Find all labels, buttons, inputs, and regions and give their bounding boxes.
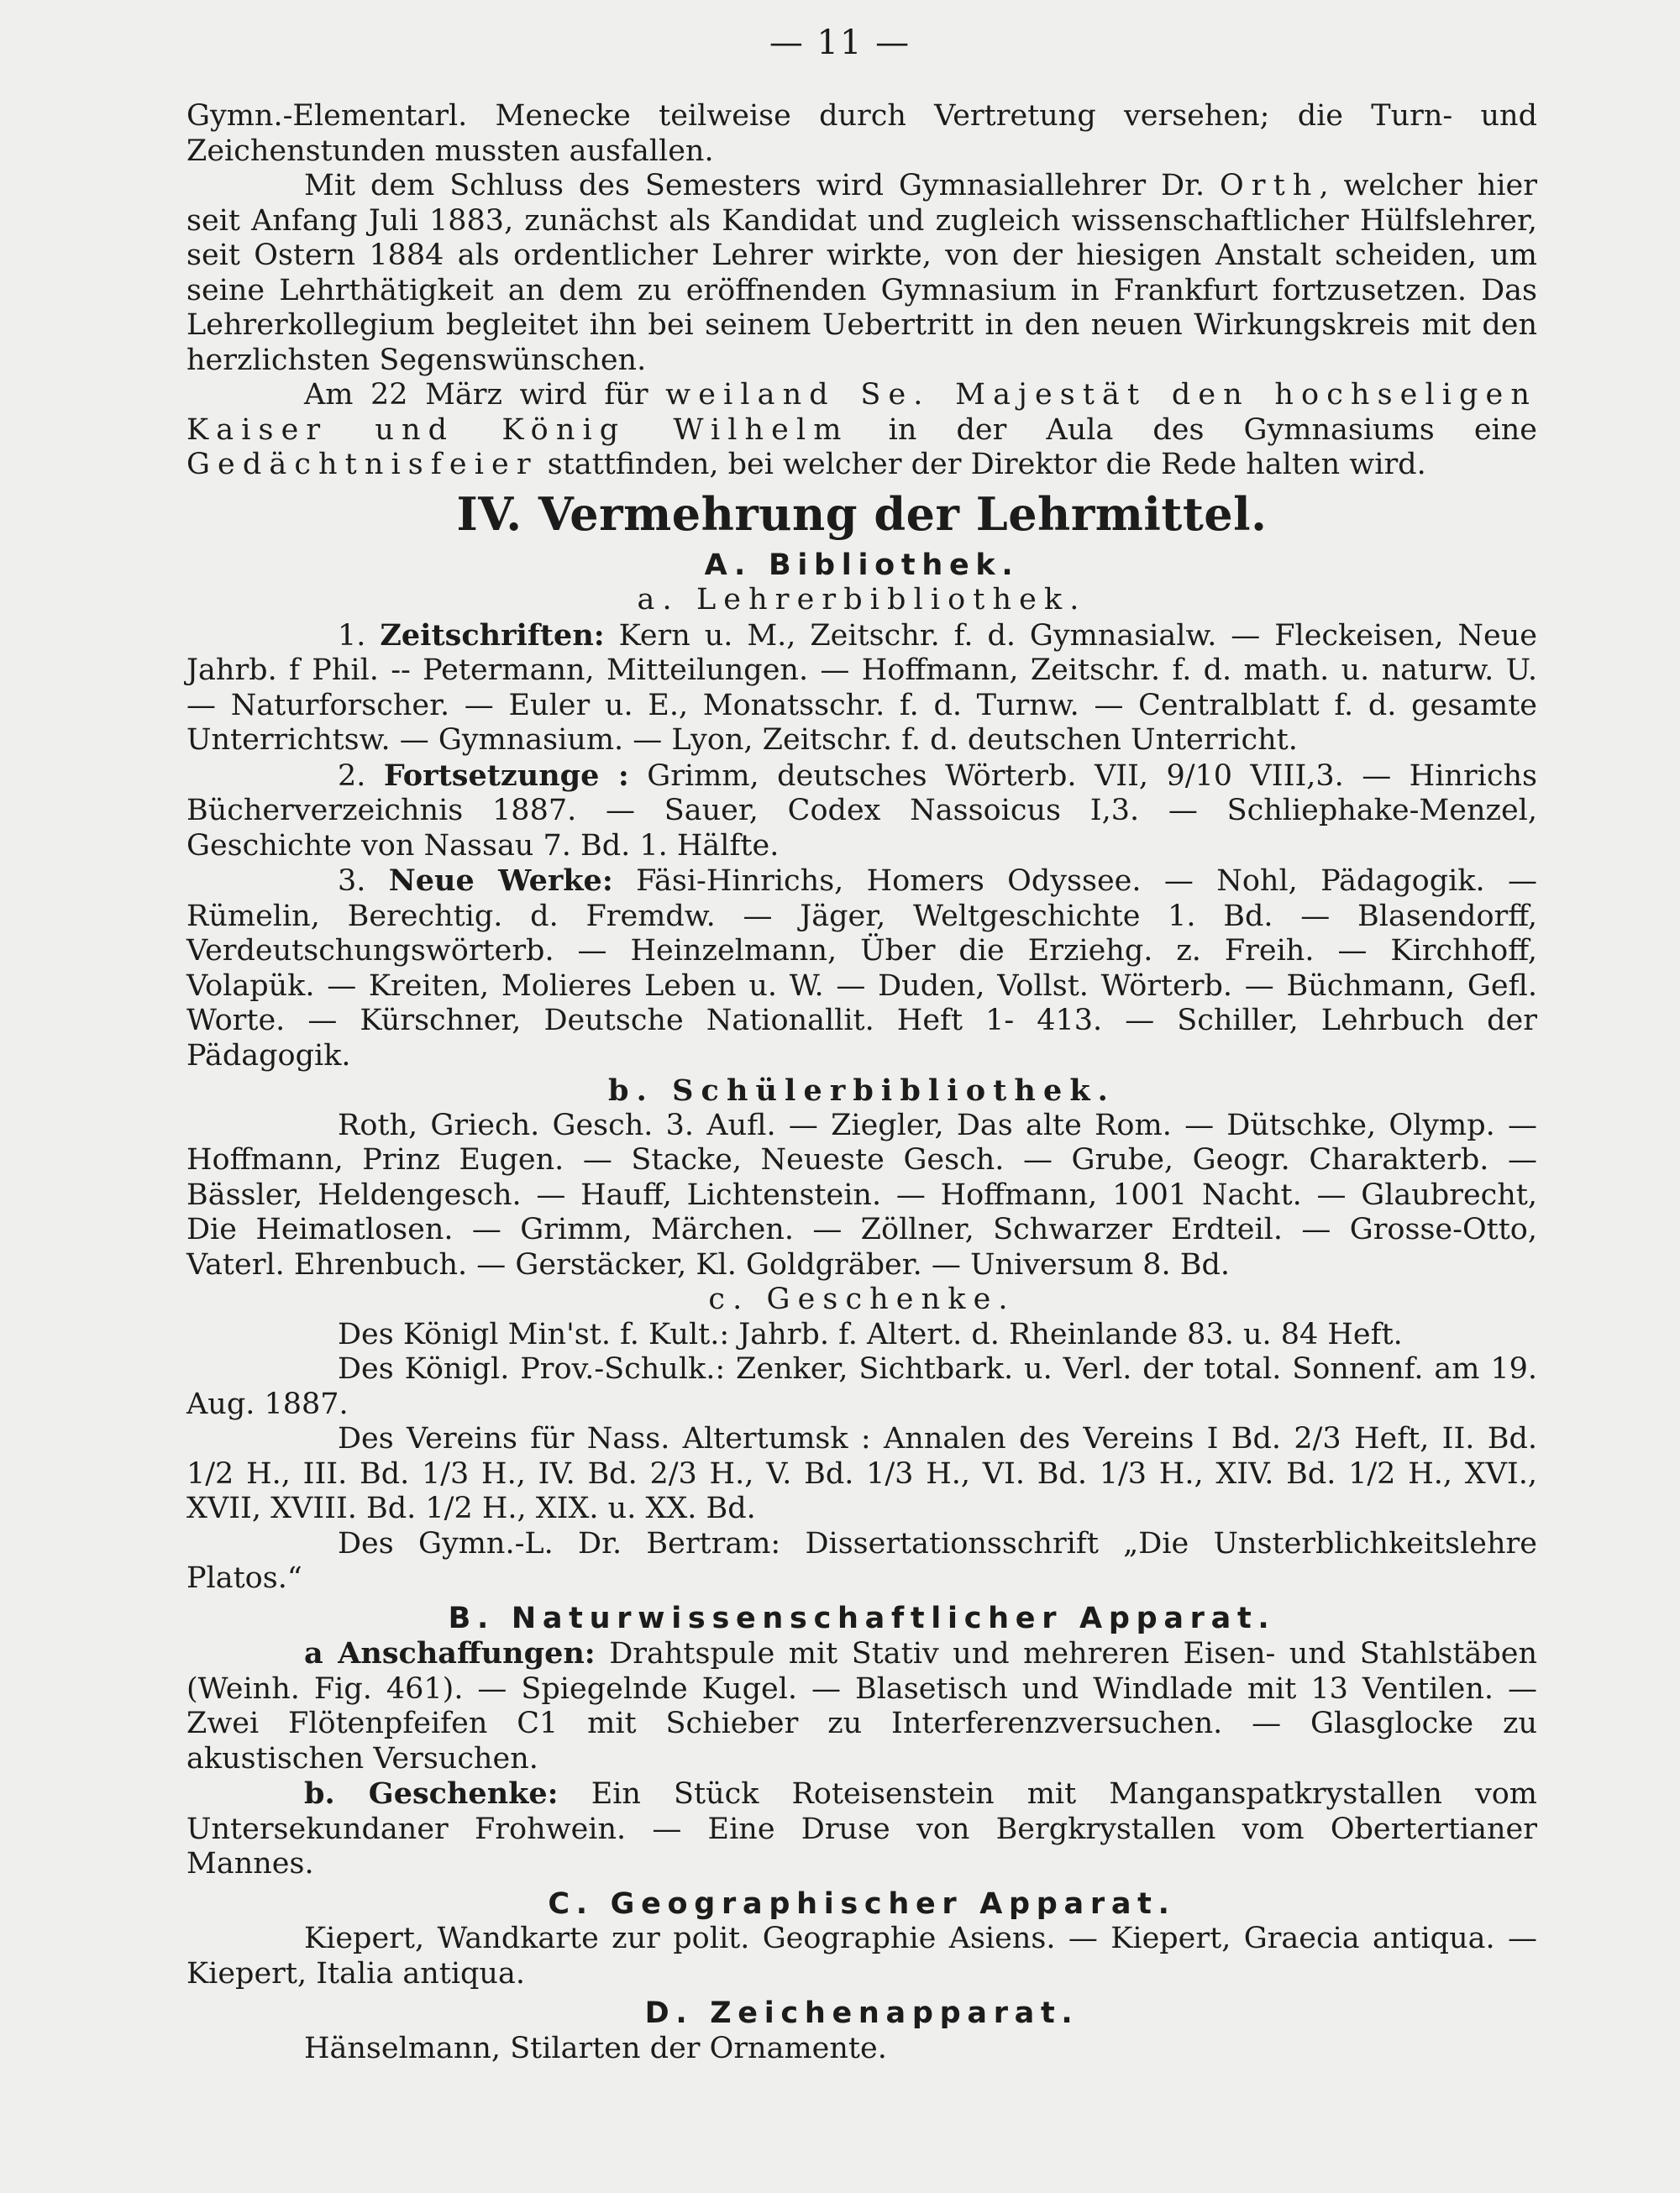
heading-geschenke: c. Geschenke. (708, 1283, 1016, 1316)
paragraph-memorial: Am 22 März wird für weiland Se. Majestät den hochseligen Kaiser und König Wilhelm in der Aula des Gymnasiums eine Gedächtnisfeier stattfinden, bei welcher der Direktor die Rede halten wird. (186, 378, 1537, 481)
heading-geographischer-apparat: C. Geographischer Apparat. (548, 1886, 1176, 1921)
paragraph-schuelerbibliothek: Roth, Griech. Gesch. 3. Aufl. — Ziegler, Das alte Rom. — Dütschke, Olymp. — Hoffmann, Prinz Eugen. — Stacke, Neueste Gesch. — Grube, Geogr. Charakterb. — Bässler, Heldengesch. — Hauff, Lichtenstein. — Hoffmann, 1001 Nacht. — Glaubrecht, Die Heimatlosen. — Grimm, Märchen. — Zöllner, Schwarzer Erdteil. — Grosse-Otto, Vaterl. Ehrenbuch. — Gerstäcker, Kl. Goldgräber. — Universum 8. Bd. (186, 1108, 1537, 1282)
emperor-title: weiland Se. Majestät den hochseligen Kaiser und König Wilhelm (186, 378, 1537, 447)
heading-lehrerbibliothek: a. Lehrerbibliothek. (637, 583, 1087, 616)
list-item-fortsetzungen: 2. Fortsetzunge : Grimm, deutsches Wörterb. VII, 9/10 VIII,3. — Hinrichs Bücherverzeichnis 1887. — Sauer, Codex Nassoicus I,3. — Schliephake-Menzel, Geschichte von Nassau 7. Bd. 1. Hälfte. (186, 758, 1537, 863)
list-item-zeitschriften: 1. Zeitschriften: Kern u. M., Zeitschr. f. d. Gymnasialw. — Fleckeisen, Neue Jahrb. f Phil. -- Petermann, Mitteilungen. — Hoffmann, Zeitschr. f. d. math. u. naturw. U. — Naturforscher. — Euler u. E., Monatsschr. f. d. Turnw. — Centralblatt f. d. gesamte Unterrichtsw. — Gymnasium. — Lyon, Zeitschr. f. d. deutschen Unterricht. (186, 617, 1537, 757)
paragraph-zeichenapparat: Hänselmann, Stilarten der Ornamente. (304, 2031, 887, 2065)
memorial-word: Gedächtnisfeier (186, 448, 538, 481)
paragraph-teacher-absence: Gymn.-Elementarl. Menecke teilweise durch Vertretung versehen; die Turn- und Zeichenstunden mussten ausfallen. (186, 99, 1537, 168)
heading-schuelerbibliothek: b. Schülerbibliothek. (608, 1073, 1116, 1108)
heading-naturwissenschaftlicher-apparat: B. Naturwissenschaftlicher Apparat. (448, 1601, 1276, 1635)
geschenk-bertram: Des Gymn.-L. Dr. Bertram: Dissertationsschrift „Die Unsterblichkeitslehre Platos.“ (186, 1526, 1537, 1595)
geschenk-ministerium: Des Königl Min'st. f. Kult.: Jahrb. f. Altert. d. Rheinlande 83. u. 84 Heft. (338, 1317, 1403, 1351)
page-number: — 11 — (769, 24, 911, 62)
paragraph-anschaffungen: a Anschaffungen: Drahtspule mit Stativ und mehreren Eisen- und Stahlstäben (Weinh. Fig. 461). — Spiegelnde Kugel. — Blasetisch und Windlade mit 13 Ventilen. — Zwei Flötenpfeifen C1 mit Schieber zu Interferenzversuchen. — Glasglocke zu akustischen Versuchen. (186, 1636, 1537, 1776)
paragraph-geographie: Kiepert, Wandkarte zur polit. Geographie Asiens. — Kiepert, Graecia antiqua. — Kiepert, Italia antiqua. (186, 1922, 1537, 1991)
page-body (186, 99, 1537, 2066)
geschenk-provinzial-schulkollegium: Des Königl. Prov.-Schulk.: Zenker, Sichtbark. u. Verl. der total. Sonnenf. am 19. Aug. 1887. (186, 1352, 1537, 1421)
heading-zeichenapparat: D. Zeichenapparat. (644, 1996, 1079, 2030)
list-item-neue-werke: 3. Neue Werke: Fäsi-Hinrichs, Homers Odyssee. — Nohl, Pädagogik. — Rümelin, Berechtig. d. Fremdw. — Jäger, Weltgeschichte 1. Bd. — Blasendorff, Verdeutschungswörterb. — Heinzelmann, Über die Erziehg. z. Freih. — Kirchhoff, Volapük. — Kreiten, Molieres Leben u. W. — Duden, Vollst. Wörterb. — Büchmann, Gefl. Worte. — Kürschner, Deutsche Nationallit. Heft 1- 413. — Schiller, Lehrbuch der Pädagogik. (186, 863, 1537, 1073)
teacher-name: Orth (1220, 169, 1320, 202)
geschenk-verein-altertumskunde: Des Vereins für Nass. Altertumsk : Annalen des Vereins I Bd. 2/3 Heft, II. Bd. 1/2 H., III. Bd. 1/3 H., IV. Bd. 2/3 H., V. Bd. 1/3 H., VI. Bd. 1/3 H., XIV. Bd. 1/2 H., XVI., XVII, XVIII. Bd. 1/2 H., XIX. u. XX. Bd. (186, 1422, 1537, 1525)
section-title: IV. Vermehrung der Lehrmittel. (456, 486, 1268, 541)
paragraph-orth: Mit dem Schluss des Semesters wird Gymnasiallehrer Dr. Orth, welcher hier seit Anfang Juli 1883, zunächst als Kandidat und zugleich wissenschaftlicher Hülfslehrer, seit Ostern 1884 als ordentlicher Lehrer wirkte, von der hiesigen Anstalt scheiden, um seine Lehrthätigkeit an dem zu eröffnenden Gymnasium in Frankfurt fortzusetzen. Das Lehrerkollegium begleitet ihn bei seinem Uebertritt in den neuen Wirkungskreis mit den herzlichsten Segenswünschen. (186, 169, 1537, 377)
paragraph-geschenke-apparat: b. Geschenke: Ein Stück Roteisenstein mit Manganspatkrystallen vom Untersekundaner Frohwein. — Eine Druse von Bergkrystallen vom Obertertianer Mannes. (186, 1776, 1537, 1881)
heading-bibliothek: A. Bibliothek. (704, 548, 1020, 582)
